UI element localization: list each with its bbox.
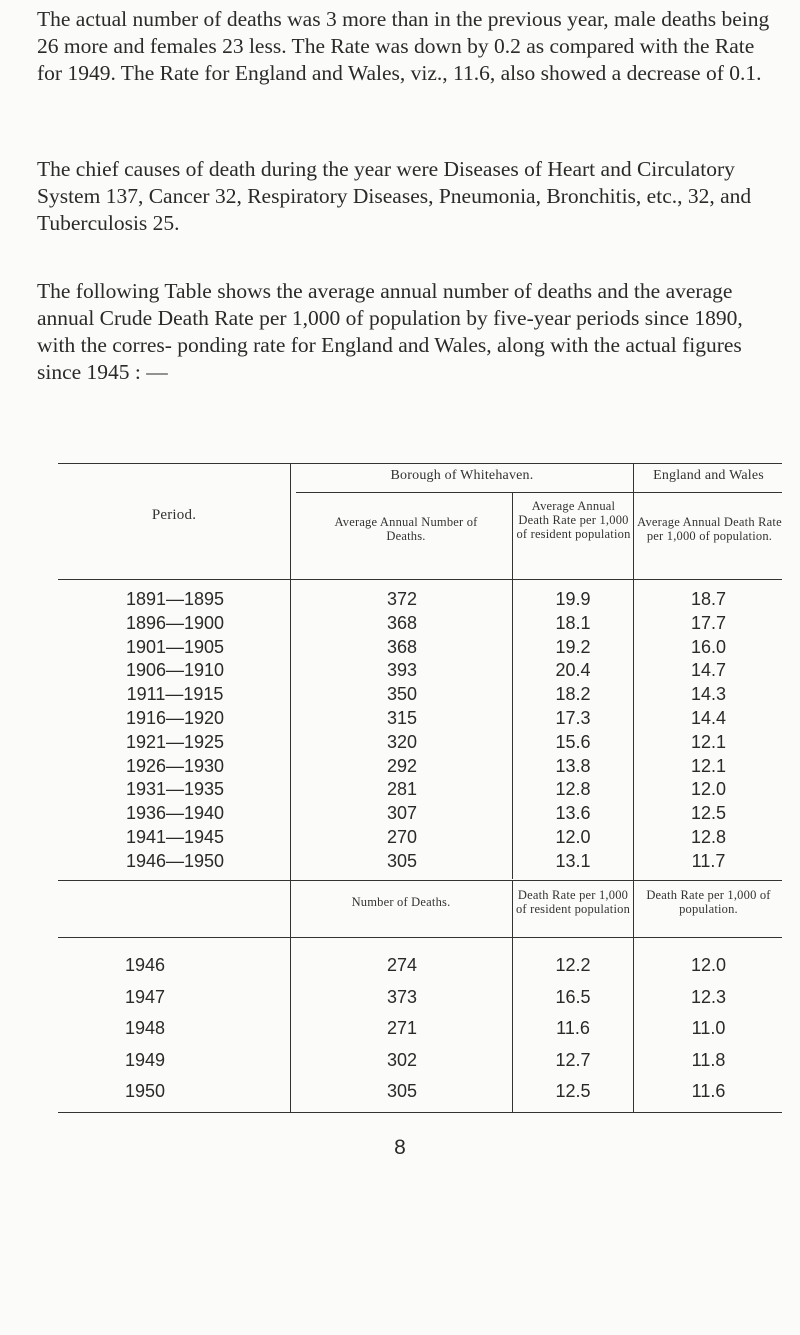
table-col-divider-2 [512,492,513,879]
table-actuals-header-rule [58,937,782,938]
avg-rate-cell: 15.6 [555,731,591,752]
avg-rate-cell: 12.0 [555,827,591,847]
avg-deaths-cell: 270 [386,827,418,847]
avg-rate-header: Average Annual Death Rate per 1,000 of resident population [516,499,631,541]
borough-header: Borough of Whitehaven. [390,468,534,483]
rate-cell: 16.5 [555,986,591,1007]
period-cell: 1906—1910 [125,660,225,681]
table-section-rule [58,880,782,881]
eng-avg-rate-cell: 12.0 [690,779,727,800]
avg-deaths-cell: 281 [386,779,418,800]
avg-deaths-cell: 368 [386,636,418,657]
eng-rate-header: Death Rate per 1,000 of population. [646,888,771,916]
paragraph-causes-of-death: The chief causes of death during the year were Diseases of Heart and Circulatory System 137, Cancer 32, Respiratory Diseases, Pneumonia, Bronchitis, etc., 32, and Tuberculosis 25. [37,157,752,235]
eng-avg-rate-cell: 18.7 [690,589,727,609]
deaths-cell: 305 [386,1081,418,1101]
england-header: England and Wales [653,468,764,483]
period-cell: 1946—1950 [125,850,225,871]
paragraph-table-intro: The following Table shows the average annual number of deaths and the average annual Crude Death Rate per 1,000 of population by five-year periods since 1890, with the corres- ponding rate for England and Wales, along with the actual figures since 1945 : — [37,279,743,384]
table-col-divider-2b [512,880,513,1112]
avg-rate-cell: 19.2 [555,636,591,657]
period-cell: 1911—1915 [126,684,224,705]
deaths-cell: 274 [386,955,418,975]
period-header: Period. [151,507,197,523]
rate-cell: 12.2 [555,955,591,975]
eng-avg-rate-cell: 14.7 [690,660,727,681]
avg-rate-cell: 18.2 [555,684,591,705]
eng-avg-rate-cell: 12.1 [690,731,727,752]
avg-rate-cell: 13.6 [555,803,591,824]
period-cell: 1896—1900 [125,612,225,633]
period-cell: 1926—1930 [125,755,225,776]
eng-rate-cell: 11.6 [691,1081,726,1101]
avg-deaths-cell: 292 [386,755,418,776]
eng-avg-rate-cell: 16.0 [690,636,727,657]
table-subheader-rule [296,492,782,493]
rate-cell: 11.6 [556,1018,590,1038]
eng-avg-rate-cell: 12.5 [690,803,727,824]
year-cell: 1950 [124,1081,166,1101]
deaths-cell: 302 [386,1049,418,1070]
table-bottom-rule [58,1112,782,1113]
eng-avg-rate-cell: 11.7 [691,850,726,871]
period-cell: 1891—1895 [125,589,225,609]
period-cell: 1931—1935 [125,779,225,800]
eng-avg-rate-header: Average Annual Death Rate per 1,000 of population. [637,515,782,543]
rate-cell: 12.5 [555,1081,591,1101]
year-cell: 1948 [124,1018,166,1038]
avg-deaths-cell: 315 [386,708,418,728]
eng-rate-cell: 12.3 [690,986,727,1007]
avg-deaths-cell: 393 [386,660,418,681]
year-cell: 1949 [124,1049,166,1070]
eng-avg-rate-cell: 12.8 [690,827,727,847]
period-cell: 1936—1940 [125,803,225,824]
num-deaths-header: Number of Deaths. [351,895,451,909]
avg-deaths-cell: 320 [386,731,418,752]
deaths-cell: 373 [386,986,418,1007]
period-cell: 1921—1925 [125,731,225,752]
page-number: 8 [394,1136,406,1159]
eng-avg-rate-cell: 17.7 [690,612,727,633]
avg-rate-cell: 13.8 [555,755,591,776]
avg-deaths-cell: 307 [386,803,418,824]
table-col-divider-3 [633,463,634,1112]
rate-header: Death Rate per 1,000 of resident population [515,888,631,916]
avg-deaths-cell: 305 [386,850,418,871]
avg-rate-cell: 13.1 [555,850,591,871]
avg-deaths-cell: 372 [386,589,418,609]
period-cell: 1916—1920 [125,708,225,728]
avg-rate-cell: 19.9 [555,589,591,609]
eng-rate-cell: 11.0 [691,1018,726,1038]
rate-cell: 12.7 [555,1049,591,1070]
year-cell: 1946 [124,955,166,975]
deaths-cell: 271 [386,1018,418,1038]
eng-rate-cell: 11.8 [691,1049,726,1070]
avg-rate-cell: 12.8 [555,779,591,800]
period-cell: 1941—1945 [125,827,225,847]
avg-rate-cell: 18.1 [555,612,591,633]
year-cell: 1947 [124,986,166,1007]
eng-rate-cell: 12.0 [690,955,727,975]
avg-deaths-cell: 368 [386,612,418,633]
eng-avg-rate-cell: 14.3 [690,684,727,705]
avg-deaths-cell: 350 [386,684,418,705]
avg-deaths-header: Average Annual Number of Deaths. [334,515,478,543]
table-header-bottom-rule [58,579,782,580]
period-cell: 1901—1905 [125,636,225,657]
table-top-rule [58,463,782,464]
table-col-divider-1 [290,463,291,1112]
eng-avg-rate-cell: 12.1 [690,755,727,776]
eng-avg-rate-cell: 14.4 [690,708,727,728]
avg-rate-cell: 20.4 [555,660,591,681]
avg-rate-cell: 17.3 [555,708,591,728]
paragraph-deaths-summary: The actual number of deaths was 3 more than in the previous year, male deaths being 26 more and females 23 less. The Rate was down by 0.2 as compared with the Rate for 1949. The Rate for England and Wales, viz., 11.6, also showed a decrease of 0.1. [37,7,770,85]
